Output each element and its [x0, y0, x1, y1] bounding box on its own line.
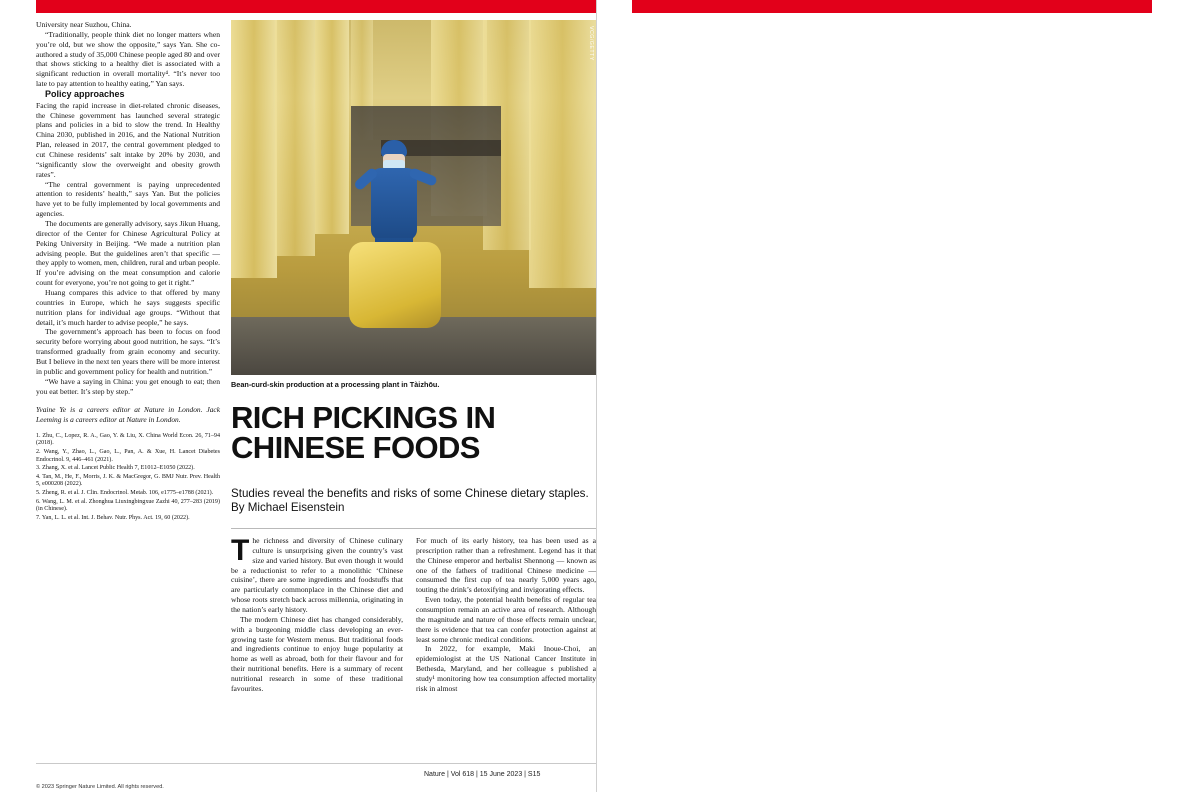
reference-item: 3. Zhang, X. et al. Lancet Public Health 7, E1012–E1050 (2022).: [36, 465, 195, 472]
reference-item: 4. Tan, M., He, F., Morris, J. K. & MacGregor, G. BMJ Nutr. Prev. Health 5, e000208 (2022).: [36, 473, 220, 488]
paragraph: Facing the rapid increase in diet-related chronic diseases, the Chinese government has launched several strategic plans and policies in a bid to slow the trend. In Healthy China 2030, published in 2016, and the National Nutrition Plan, released in 2017, the central government pledged to cut Chinese residents’ salt intake by 20% by 2030, and “significantly slow the overweight and obesity growth rates”.: [36, 100, 220, 179]
reference-item: 7. Yan, L. L. et al. Int. J. Behav. Nutr. Phys. Act. 19, 60 (2022).: [36, 514, 190, 521]
standfirst: Studies reveal the benefits and risks of some Chinese dietary staples. By Michael Eisenstein: [231, 487, 589, 515]
paragraph: Huang compares this advice to that offered by many countries in Europe, which he says suggests specific nutrition plans for individual age groups. “Without that detail, it’s much harder to advise people,” he says.: [36, 288, 220, 327]
page-title: RICH PICKINGS IN CHINESE FOODS: [231, 400, 496, 465]
paragraph-with-dropcap: The richness and diversity of Chinese culinary culture is unsurprising given the country’s vast size and varied history. But even though it would be a reductionist to refer to a monolithic ‘Chinese cuisine’, there are some ingredients and foodstuffs that are particularly commonplace in the Chinese diet and whose roots stretch back across millennia, originating in the nation’s early history.: [231, 534, 403, 615]
paragraph: The documents are generally advisory, says Jikun Huang, director of the Center for Chinese Agricultural Policy at Peking University in Beijing. “We made a nutrition plan advising people. But the guidelines aren’t that specific — they apply to women, men, children, rural and urban people. If you’re advising on the meat consumption and calorie count for everyone, you’re not going to get it right.”: [36, 219, 220, 288]
author-bio: Yvaine Ye is a careers editor at Nature in London. Jack Leeming is a careers editor at Nature in London.: [36, 405, 220, 425]
drop-cap: T: [231, 534, 250, 567]
photo-credit: VCG/GETTY: [588, 26, 594, 61]
paragraph: “Traditionally, people think diet no longer matters when you’re old, but we show the opposite,” says Yan. She co-authored a study of 35,000 Chinese people aged 80 and over that shows sticking to a healthy diet is associated with a significant reduction in overall mortality⁴. “It’s never too late to pay attention to healthy eating,” Yan says.: [36, 29, 220, 89]
paragraph: For much of its early history, tea has been used as a prescription rather than a refreshment. Legend has it that the Chinese emperor and herbalist Shennong — known as one of the fathers of traditional Chinese medicine — consumed the first cup of tea nearly 5,000 years ago, touting the drink’s detoxifying and invigorating effects.: [416, 536, 596, 595]
headline-rule: [231, 528, 596, 529]
copyright-left: © 2023 Springer Nature Limited. All rights reserved.: [36, 784, 164, 790]
reference-item: 1. Zhu, C., Lopez, R. A., Gao, Y. & Liu, X. China World Econ. 26, 71–94 (2018).: [36, 432, 220, 447]
article-column-1: [231, 536, 403, 694]
caption-left-photo: Bean-curd-skin production at a processing plant in Tàizhōu.: [231, 380, 440, 389]
photo-bean-curd-factory: [231, 20, 596, 375]
folio-left: Nature | Vol 618 | 15 June 2023 | S15: [424, 771, 541, 778]
reference-list: [36, 433, 220, 523]
right-page: [596, 0, 1190, 792]
reference-item: 5. Zheng, R. et al. J. Clin. Endocrinol. Metab. 106, e1775–e1788 (2021).: [36, 490, 214, 496]
paragraph: The government’s approach has been to focus on food security before worrying about good nutrition, he says. “It’s transformed gradually from grain economy and security. But I believe in the next ten years there will be more interest in public and government policy for health and nutrition.”: [36, 327, 220, 376]
article-column-2: [416, 536, 596, 694]
reference-item: 2. Wang, Y., Zhao, L., Gao, L., Pan, A. & Xue, H. Lancet Diabetes Endocrinol. 9, 446–461 (2021).: [36, 448, 220, 463]
left-page-column-1: [36, 20, 220, 523]
subheading-policy-approaches: Policy approaches: [45, 89, 125, 100]
paragraph: The modern Chinese diet has changed considerably, with a burgeoning middle class developing an ever-growing taste for Western menus. But traditional foods and ingredients continue to enjoy huge popularity at home as well as abroad, both for their flavour and for their nutritional benefits. Here is a summary of recent nutritional research in some of these traditional favourites.: [231, 614, 403, 693]
reference-item: 6. Wang, L. M. et al. Zhonghua Liuxingbingxue Zazhi 40, 277–283 (2019) (in Chinese).: [36, 498, 220, 513]
paragraph: Even today, the potential health benefits of regular tea consumption remain an active area of research. Although the magnitude and nature of those effects remain unclear, there is evidence that tea can confer protection against at least some chronic medical conditions.: [416, 595, 596, 644]
paragraph: “We have a saying in China: you get enough to eat; then you eat better. It’s step by step.”: [36, 376, 220, 396]
paragraph: In 2022, for example, Maki Inoue-Choi, an epidemiologist at the US National Cancer Institute in Bethesda, Maryland, and her colleague s published a study¹ monitoring how tea consumption affected mortality risk in almost: [416, 644, 596, 693]
paragraph: University near Suzhou, China.: [36, 20, 132, 29]
paragraph: “The central government is paying unprecedented attention to residents’ health,” says Yan. But the policies have yet to be fully implemented by local governments and agencies.: [36, 179, 220, 219]
footer-rule-left: [36, 763, 596, 764]
